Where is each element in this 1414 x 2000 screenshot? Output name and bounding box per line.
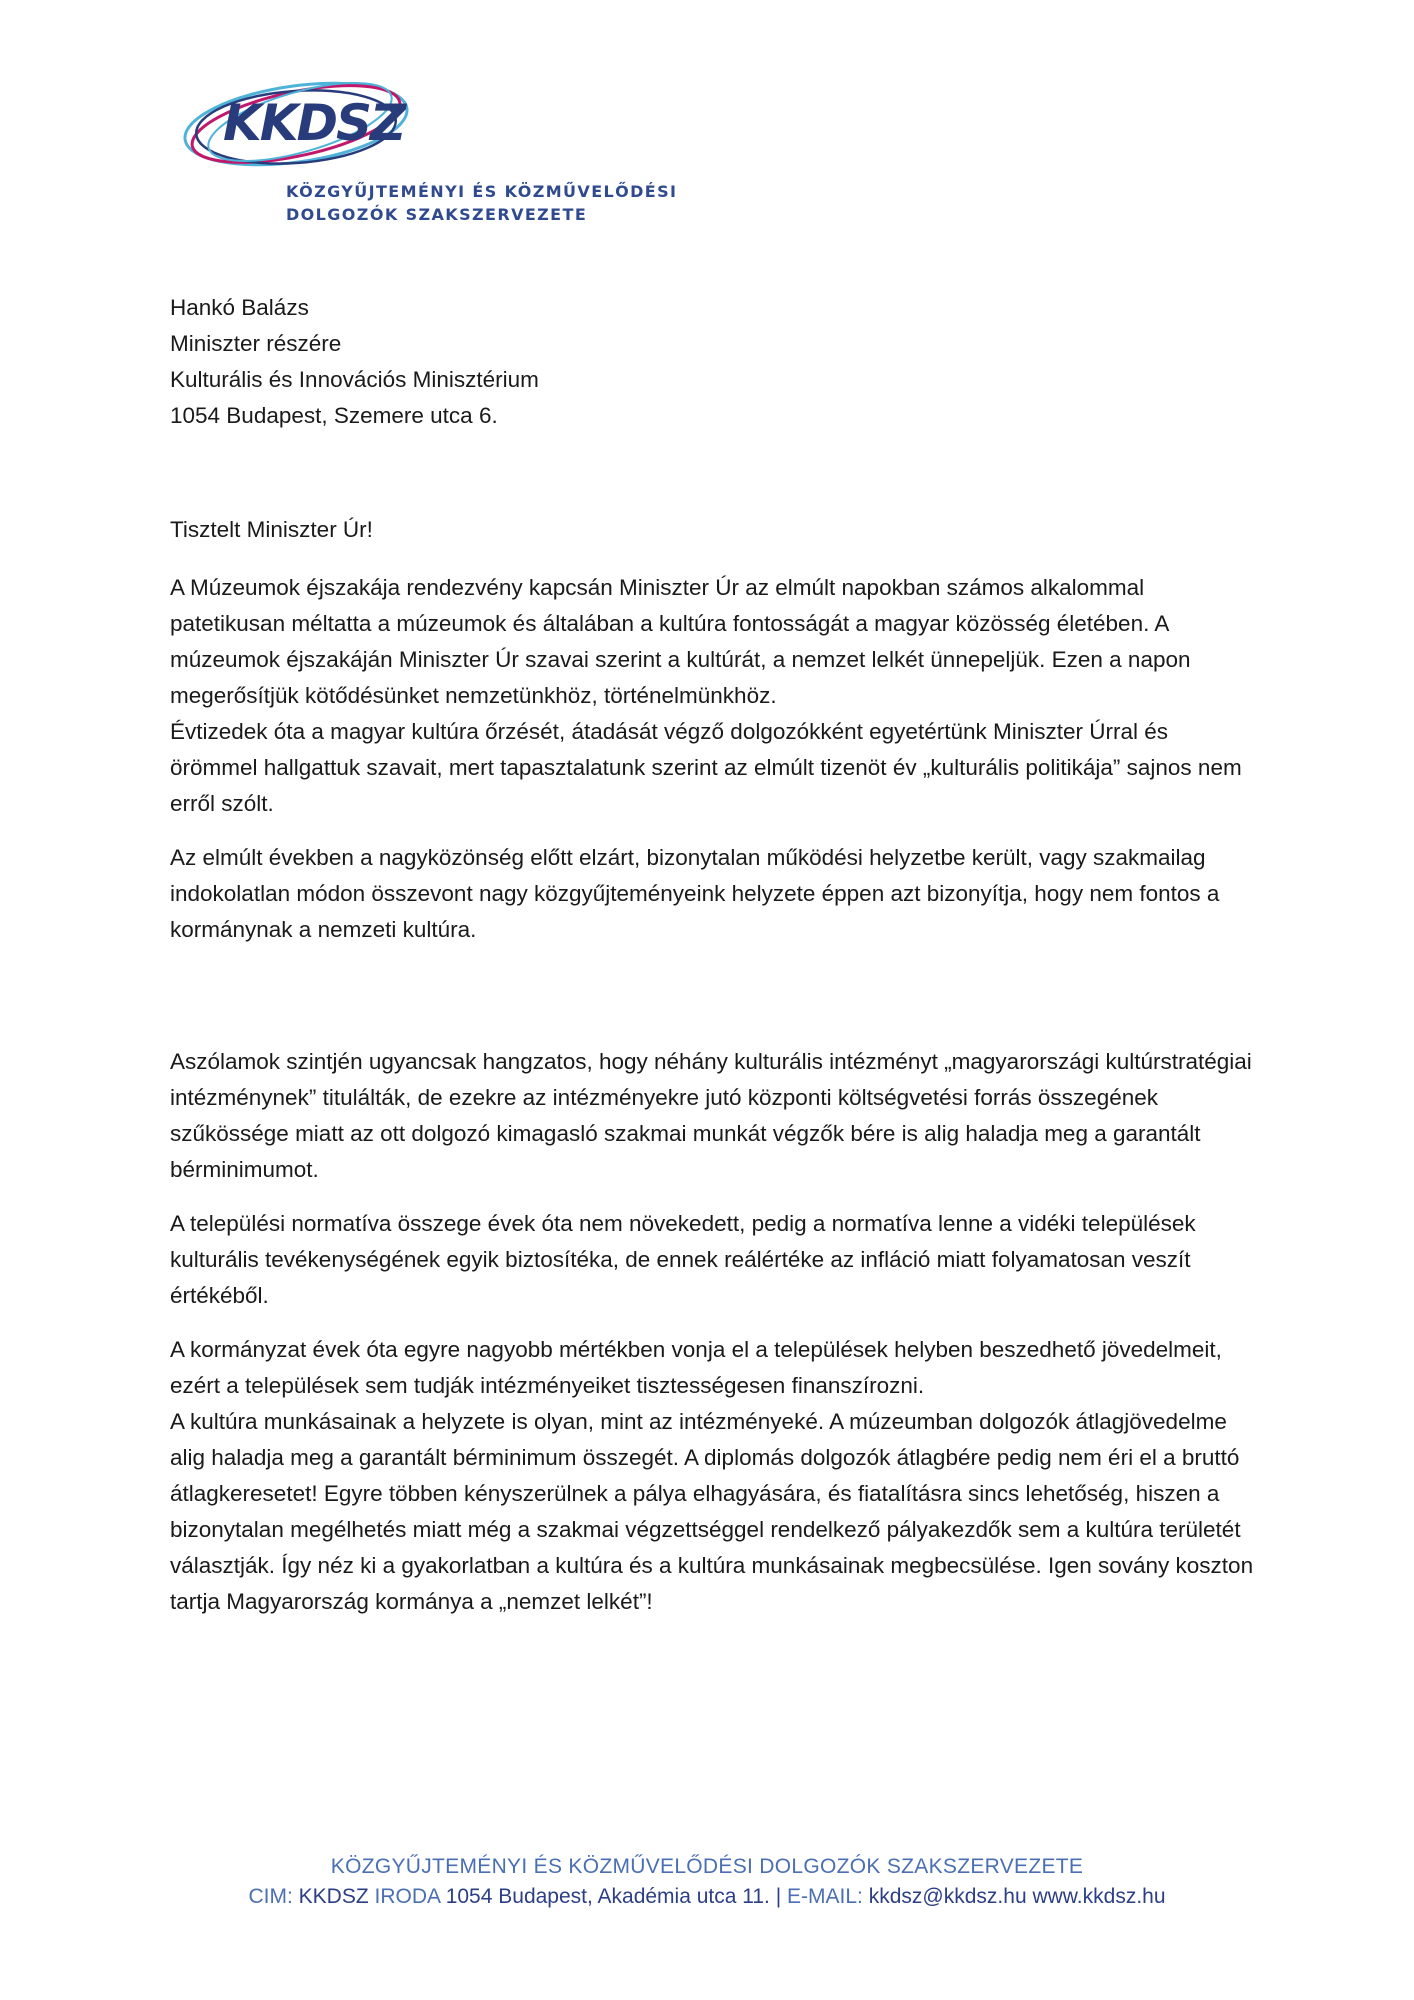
paragraph-4: Aszólamok szintjén ugyancsak hangzatos, hogy néhány kulturális intézményt „magyarországi kultúrstratégiai intézménynek” titulálták, de ezekre az intézményekre jutó központi költségvetési forrás összegének szűkössége miatt az ott dolgozó kimagasló szakmai munkát végzők bére is alig haladja meg a garantált bérminimumot. bbox=[170, 1049, 1252, 1182]
paragraph-6: A kormányzat évek óta egyre nagyobb mértékben vonja el a települések helyben beszedhető jövedelmeit, ezért a települések sem tudják intézményeiket tisztességesen finanszírozni. bbox=[170, 1337, 1222, 1398]
footer-office: KKDSZ bbox=[298, 1885, 369, 1908]
footer-contact-line bbox=[0, 1882, 1414, 1912]
paragraph-1: A Múzeumok éjszakája rendezvény kapcsán Miniszter Úr az elmúlt napokban számos alkalommal patetikusan méltatta a múzeumok és általában a kultúra fontosságát a magyar közösség életében. A múzeumok éjszakáján Miniszter Úr szavai szerint a kultúrát, a nemzet lelkét ünnepeljük. Ezen a napon megerősítjük kötődésünket nemzetünkhöz, történelmünkhöz. bbox=[170, 575, 1191, 708]
salutation: Tisztelt Miniszter Úr! bbox=[170, 517, 373, 542]
page-footer bbox=[0, 1852, 1414, 1912]
recipient-block bbox=[170, 290, 1260, 434]
paragraph-2: Évtizedek óta a magyar kultúra őrzését, átadását végző dolgozókként egyetértünk Miniszter Úrral és örömmel hallgattuk szavait, mert tapasztalatunk szerint az elmúlt tizenöt év „kulturális politikája” sajnos nem erről szólt. bbox=[170, 719, 1242, 816]
footer-email-link[interactable]: kkdsz@kkdsz.hu bbox=[868, 1885, 1027, 1908]
logo-org-line-1: KÖZGYŰJTEMÉNYI ÉS KÖZMŰVELŐDÉSI bbox=[286, 182, 678, 201]
footer-email-label: E-MAIL: bbox=[787, 1885, 863, 1908]
paragraph-5: A települési normatíva összege évek óta nem növekedett, pedig a normatíva lenne a vidéki települések kulturális tevékenységének egyik biztosítéka, de ennek reálértéke az infláció miatt folyamatosan veszít értékéből. bbox=[170, 1211, 1196, 1308]
footer-website-link[interactable]: www.kkdsz.hu bbox=[1032, 1885, 1166, 1908]
logo-mark: KKDSZ bbox=[223, 94, 405, 152]
kkdsz-logo bbox=[178, 72, 678, 232]
paragraph-3: Az elmúlt években a nagyközönség előtt elzárt, bizonytalan működési helyzetbe került, vagy szakmailag indokolatlan módon összevont nagy közgyűjteményeink helyzete éppen azt bizonyítja, hogy nem fontos a kormánynak a nemzeti kultúra. bbox=[170, 845, 1220, 942]
recipient-address: 1054 Budapest, Szemere utca 6. bbox=[170, 403, 498, 428]
footer-address-label: CIM: bbox=[248, 1885, 293, 1908]
recipient-title: Miniszter részére bbox=[170, 331, 342, 356]
letter-body bbox=[170, 290, 1260, 1620]
paragraph-7: A kultúra munkásainak a helyzete is olyan, mint az intézményeké. A múzeumban dolgozók átlagjövedelme alig haladja meg a garantált bérminimum összegét. A diplomás dolgozók átlagbére pedig nem éri el a bruttó átlagkeresetet! Egyre többen kényszerülnek a pálya elhagyására, és fiatalításra sincs lehetőség, hiszen a bizonytalan megélhetés miatt még a szakmai végzettséggel rendelkező pályakezdők sem a kultúra területét választják. Így néz ki a gyakorlatban a kultúra és a kultúra munkásainak megbecsülése. Igen sovány koszton tartja Magyarország kormánya a „nemzet lelkét”! bbox=[170, 1409, 1254, 1614]
recipient-name: Hankó Balázs bbox=[170, 295, 309, 320]
footer-office-label: IRODA bbox=[374, 1885, 440, 1908]
footer-org-name: KÖZGYŰJTEMÉNYI ÉS KÖZMŰVELŐDÉSI DOLGOZÓK SZAKSZERVEZETE bbox=[330, 1855, 1084, 1878]
footer-address: 1054 Budapest, Akadémia utca 11. bbox=[445, 1885, 770, 1908]
footer-separator: | bbox=[775, 1885, 782, 1908]
logo-org-line-2: DOLGOZÓK SZAKSZERVEZETE bbox=[286, 205, 588, 224]
recipient-institution: Kulturális és Innovációs Minisztérium bbox=[170, 367, 539, 392]
